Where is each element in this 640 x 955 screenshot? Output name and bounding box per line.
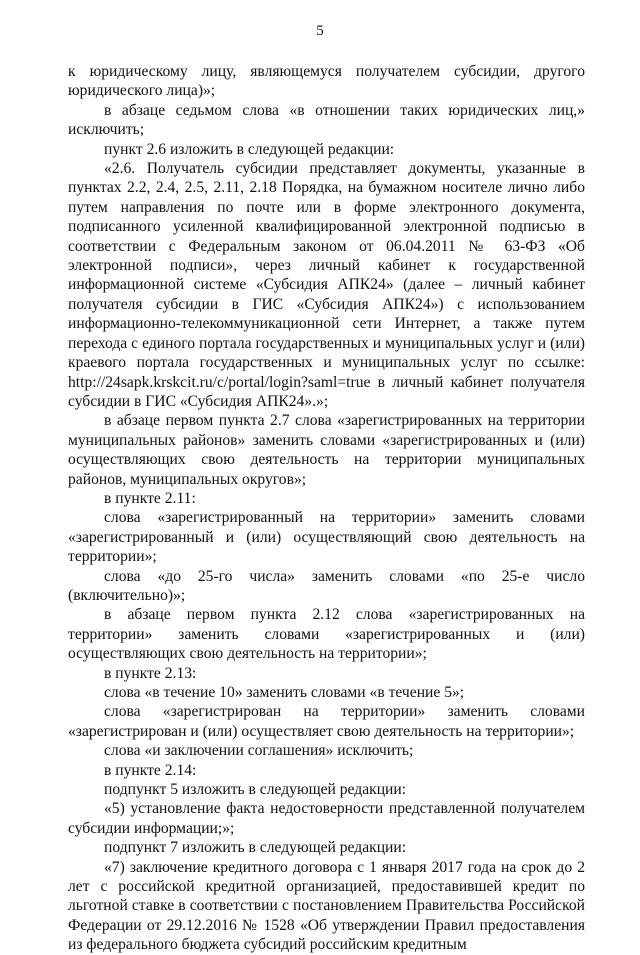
paragraph: «2.6. Получатель субсидии представляет документы, указанные в пунктах 2.2, 2.4, 2.5, 2.11, 2.18 Порядка, на бумажном носителе лично либо путем направления по почте или в форме электронного документа, подписанного усиленной квалифицированной электронной подписью в соответствии с Федеральным законом от 06.04.2011 № 63-ФЗ «Об электронной подписи», через личный кабинет к государственной информационной системе «Субсидия АПК24» (далее – личный кабинет получателя субсидии в ГИС «Субсидия АПК24») с использованием информационно-телекоммуникационной сети Интернет, а также путем перехода с единого портала государственных и муниципальных услуг и (или) краевого портала государственных и муниципальных услуг по ссылке: http://24sapk.krskcit.ru/c/portal/login?saml=true в личный кабинет получателя субсидии в ГИС «Субсидия АПК24».»;: [68, 160, 585, 410]
paragraph: «5) установление факта недостоверности представленной получателем субсидии информации;»;: [68, 800, 585, 837]
paragraph: в пункте 2.14:: [104, 761, 197, 779]
paragraph: слова «в течение 10» заменить словами «в течение 5»;: [104, 684, 465, 701]
document-body: [68, 62, 585, 955]
paragraph: слова «зарегистрирован на территории» заменить словами «зарегистрирован и (или) осуществляет свою деятельность на территории»;: [68, 703, 585, 740]
paragraph: «7) заключение кредитного договора с 1 января 2017 года на срок до 2 лет с российской кредитной организацией, предоставившей кредит по льготной ставке в соответствии с постановлением Правительства Российской Федерации от 29.12.2016 № 1528 «Об утверждении Правил предоставления из федерального бюджета субсидий российским кредитным: [68, 858, 585, 954]
paragraph: в абзаце первом пункта 2.12 слова «зарегистрированных на территории» заменить словами «зарегистрированных и (или) осуществляющих свою деятельность на территории»;: [68, 606, 585, 663]
paragraph: к юридическому лицу, являющемуся получателем субсидии, другого юридического лица)»;: [68, 63, 585, 100]
paragraph: слова «до 25-го числа» заменить словами «по 25-е число (включительно)»;: [68, 567, 585, 604]
paragraph: слова «зарегистрированный на территории» заменить словами «зарегистрированный и (или) осуществляющий свою деятельность на территории»;: [68, 509, 585, 566]
paragraph: в абзаце первом пункта 2.7 слова «зарегистрированных на территории муниципальных районов» заменить словами «зарегистрированных и (или) осуществляющих свою деятельность на территории муниципальных районов, муниципальных округов»;: [68, 412, 585, 488]
paragraph: в абзаце седьмом слова «в отношении таких юридических лиц,» исключить;: [68, 101, 585, 139]
page-number: 5: [316, 23, 324, 39]
paragraph: в пункте 2.13:: [104, 664, 197, 682]
paragraph: подпункт 7 изложить в следующей редакции:: [104, 839, 407, 857]
paragraph: подпункт 5 изложить в следующей редакции:: [104, 781, 407, 799]
paragraph: пункт 2.6 изложить в следующей редакции:: [104, 140, 395, 158]
paragraph: слова «и заключении соглашения» исключить;: [104, 742, 414, 760]
paragraph: в пункте 2.11:: [104, 489, 196, 507]
